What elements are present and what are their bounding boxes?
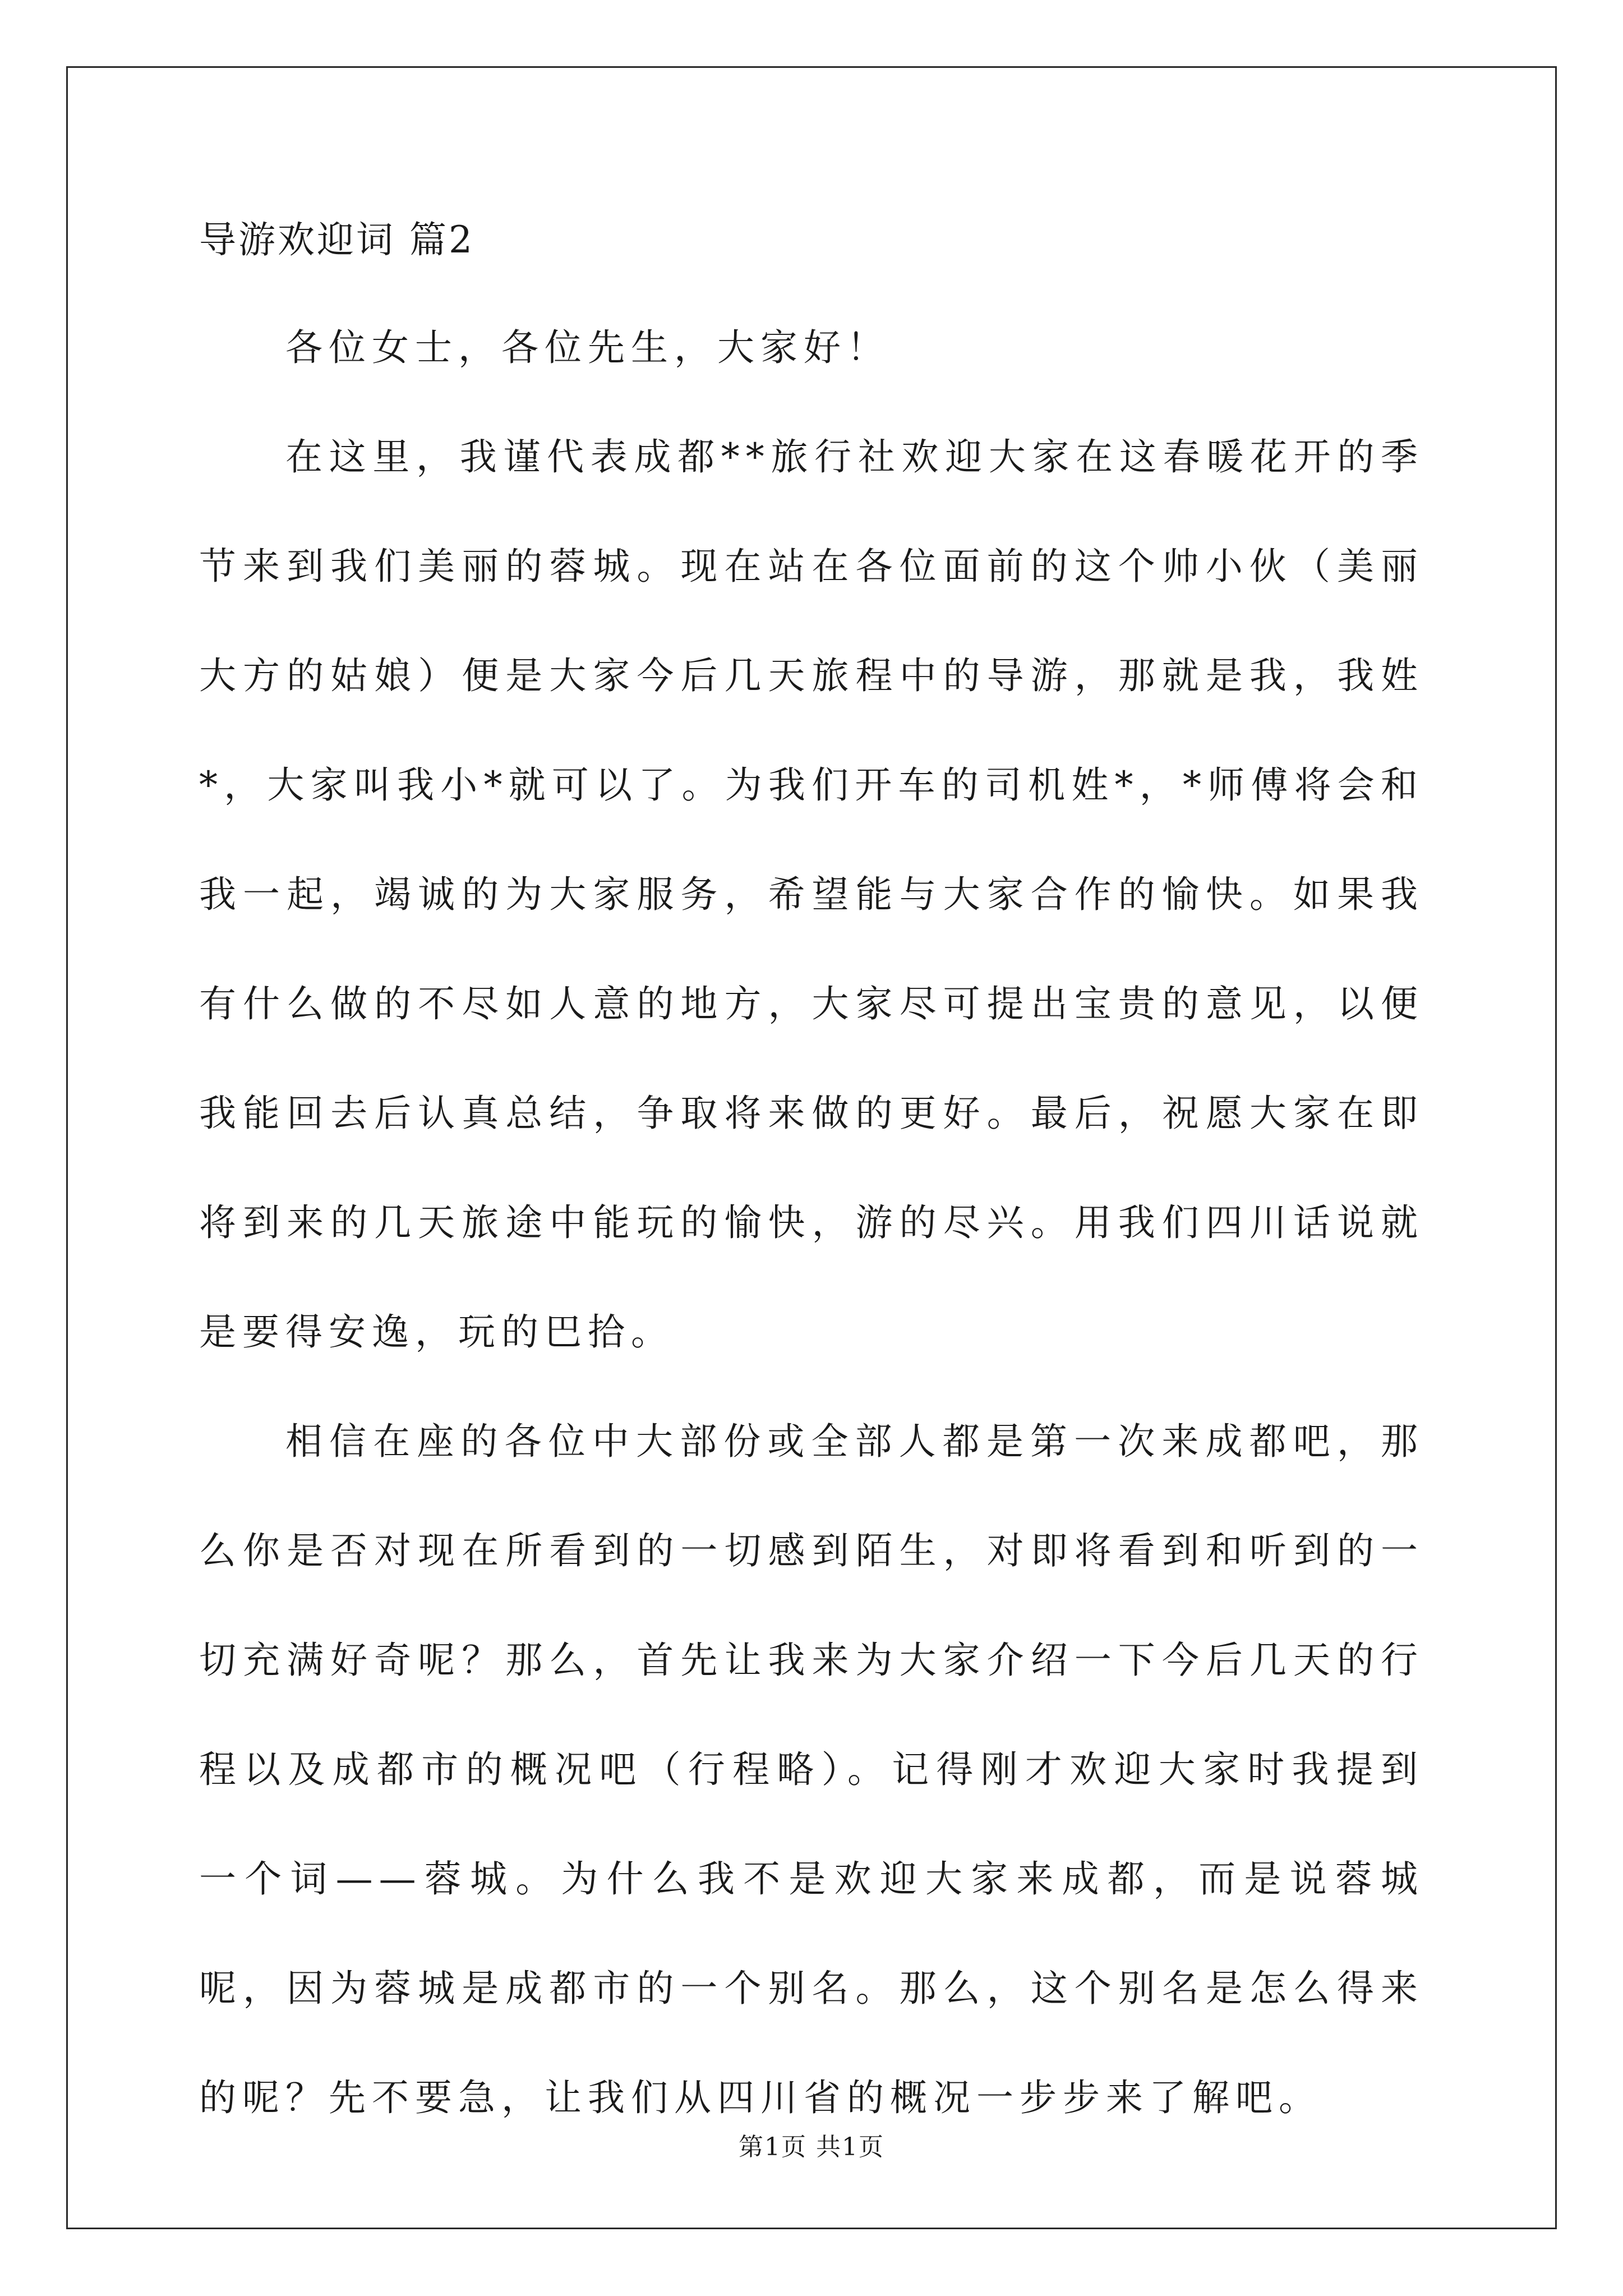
document-body [199,293,1424,2152]
greeting-paragraph: 各位女士，各位先生，大家好！ [285,326,890,369]
page-number-footer: 第1页 共1页 [739,2133,884,2161]
document-title: 导游欢迎词 篇2 [199,218,474,261]
introduction-paragraph: 相信在座的各位中大部份或全部人都是第一次来成都吧，那么你是否对现在所看到的一切感到陌生，对即将看到和听到的一切充满好奇呢？那么，首先让我来为大家介绍一下今后几天的行程以及成都市的概况吧（行程略）。记得刚才欢迎大家时我提到一个词——蓉城。为什么我不是欢迎大家来成都，而是说蓉城呢，因为蓉城是成都市的一个别名。那么，这个别名是怎么得来的呢？先不要急，让我们从四川省的概况一步步来了解吧。 [199,1420,1424,2119]
welcome-paragraph: 在这里，我谨代表成都**旅行社欢迎大家在这春暖花开的季节来到我们美丽的蓉城。现在站在各位面前的这个帅小伙（美丽大方的姑娘）便是大家今后几天旅程中的导游，那就是我，我姓*，大家叫我小*就可以了。为我们开车的司机姓*，*师傅将会和我一起，竭诚的为大家服务，希望能与大家合作的愉快。如果我有什么做的不尽如人意的地方，大家尽可提出宝贵的意见，以便我能回去后认真总结，争取将来做的更好。最后，祝愿大家在即将到来的几天旅途中能玩的愉快，游的尽兴。用我们四川话说就是要得安逸，玩的巴拾。 [199,435,1424,1354]
